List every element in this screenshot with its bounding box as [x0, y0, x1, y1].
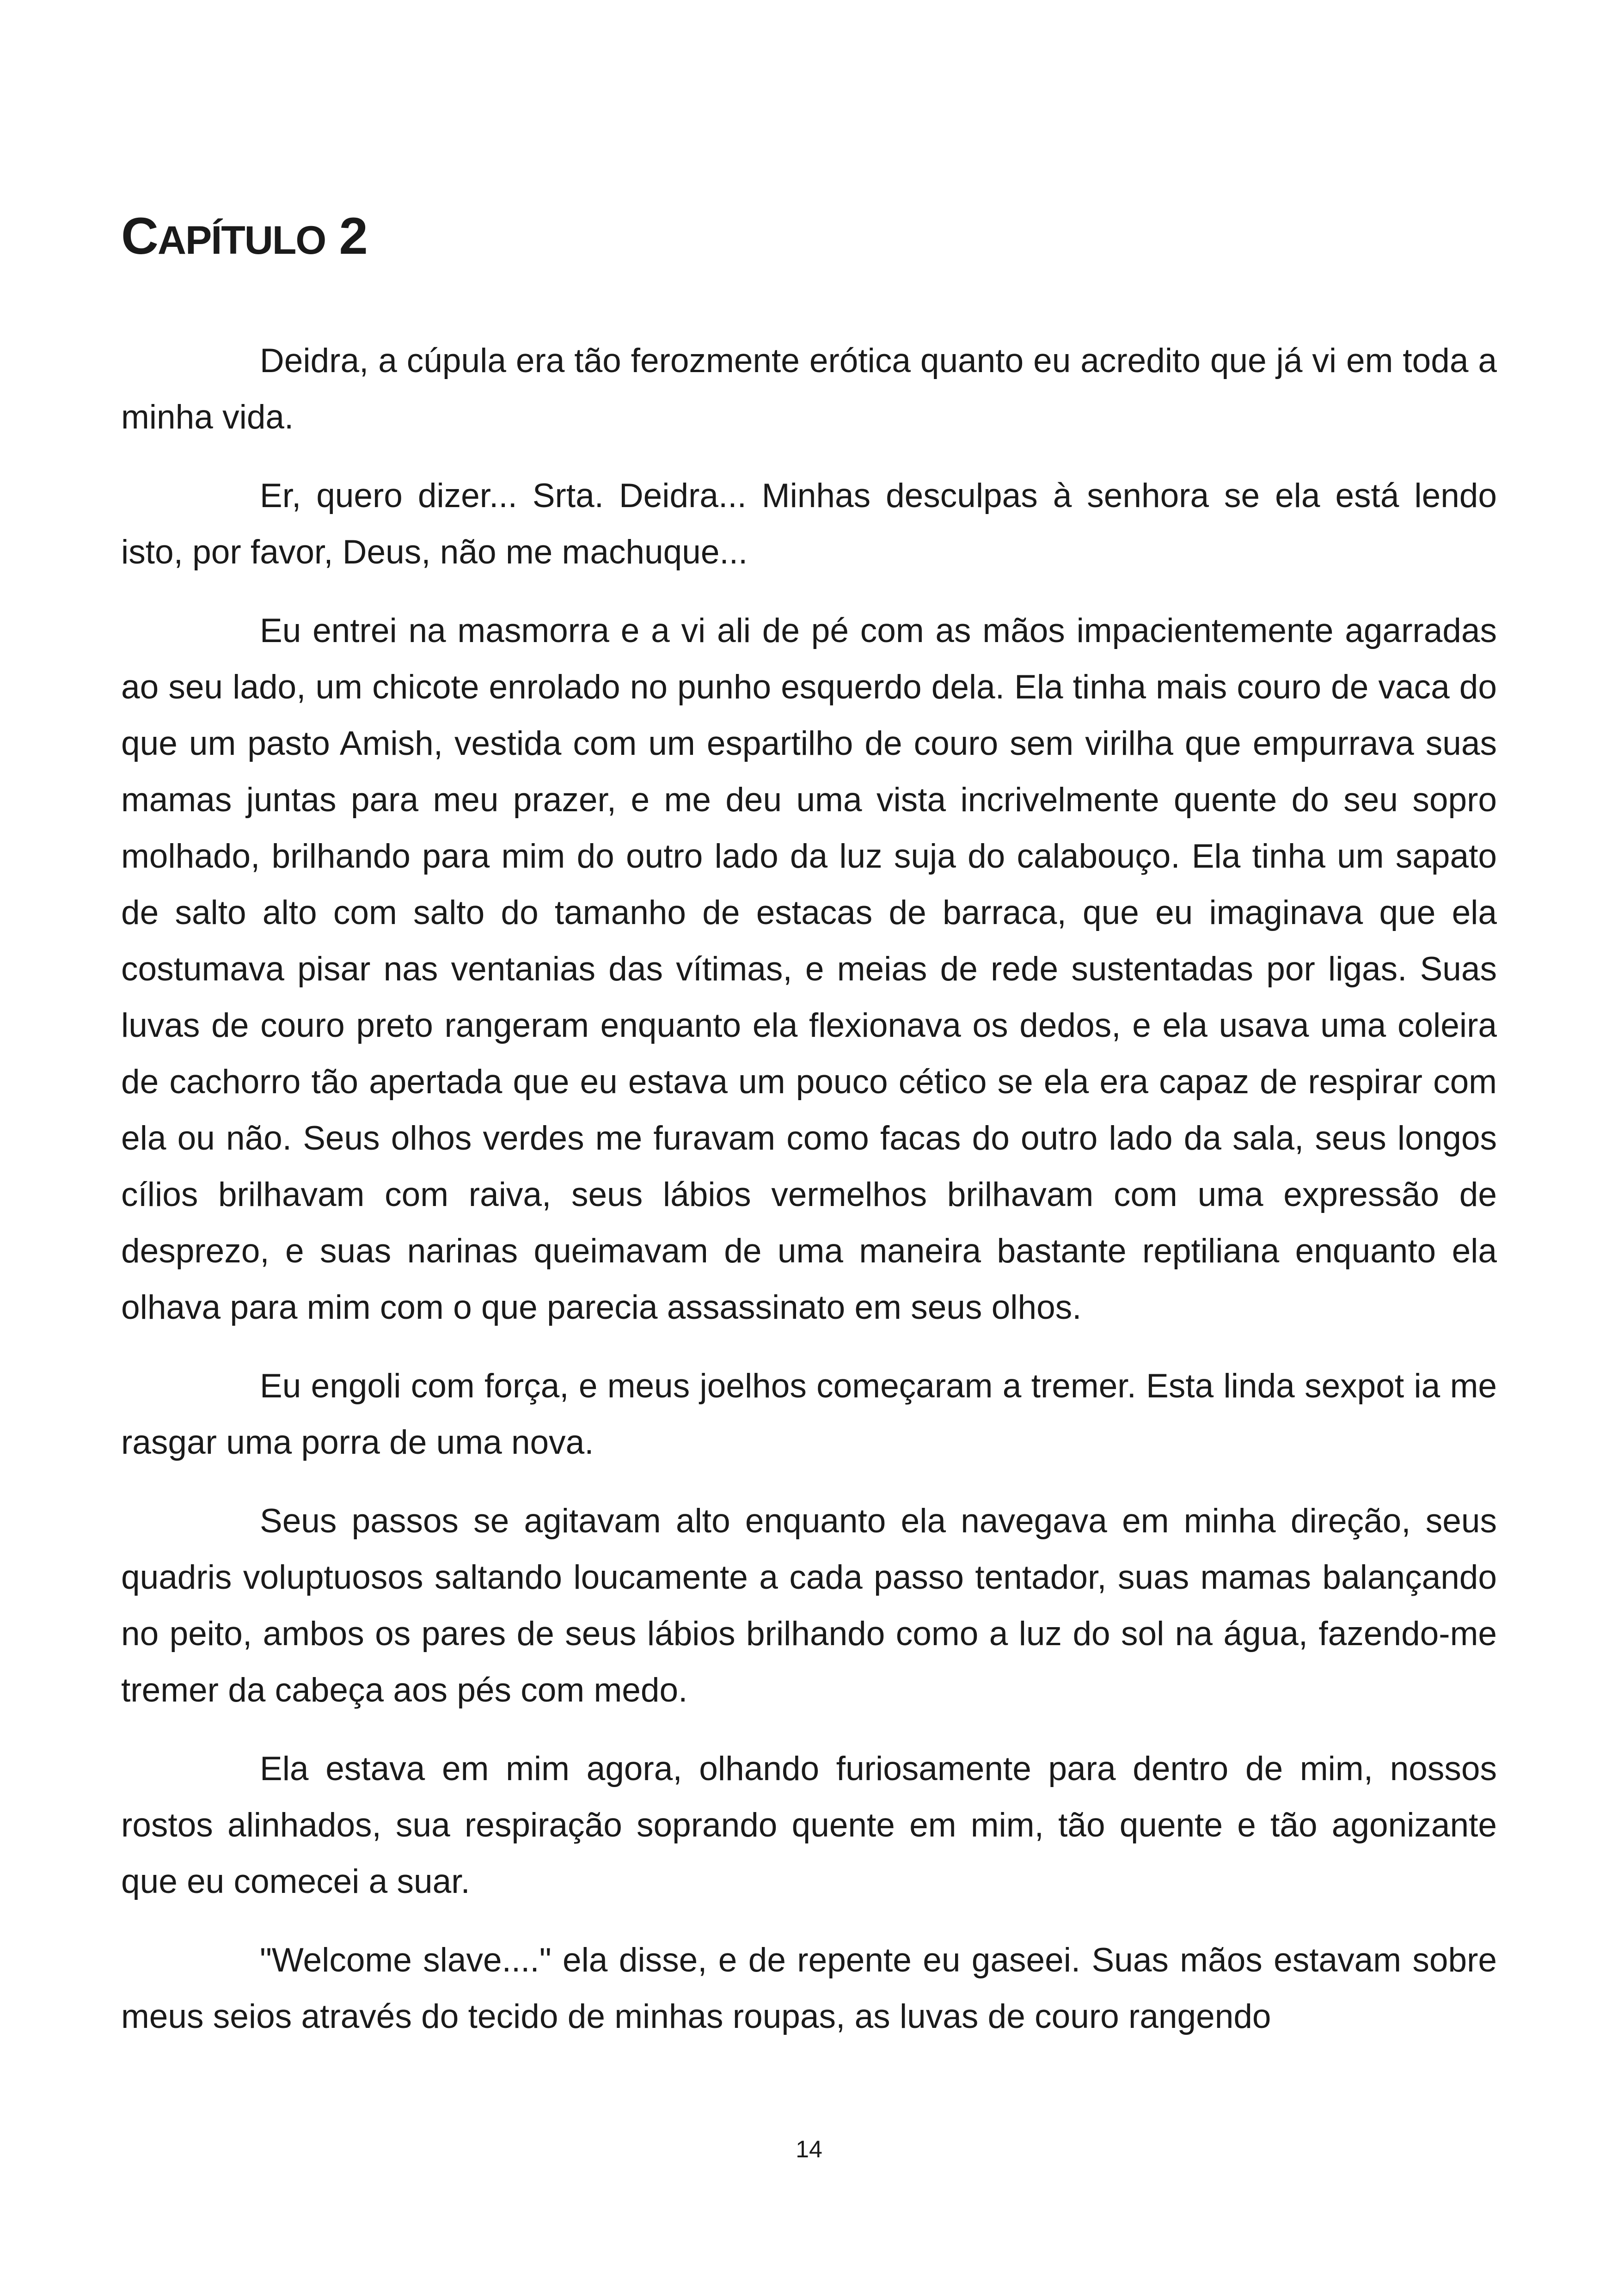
paragraph-1: Deidra, a cúpula era tão ferozmente erótica quanto eu acredito que já vi em toda a minha vida.	[121, 342, 1497, 436]
chapter-title	[121, 207, 367, 265]
paragraph-5: Seus passos se agitavam alto enquanto ela navegava em minha direção, seus quadris voluptuosos saltando loucamente a cada passo tentador, suas mamas balançando no peito, ambos os pares de seus lábios brilhando como a luz do sol na água, fazendo-me tremer da cabeça aos pés com medo.	[121, 1502, 1497, 1709]
chapter-title-word: APÍTULO	[157, 218, 326, 263]
chapter-body	[121, 333, 1497, 2067]
chapter-title-first-letter: C	[121, 207, 158, 265]
paragraph-2: Er, quero dizer... Srta. Deidra... Minhas desculpas à senhora se ela está lendo isto, por favor, Deus, não me machuque...	[121, 477, 1497, 571]
paragraph-6: Ela estava em mim agora, olhando furiosamente para dentro de mim, nossos rostos alinhados, sua respiração soprando quente em mim, tão quente e tão agonizante que eu comecei a suar.	[121, 1750, 1497, 1900]
paragraph-7: "Welcome slave...." ela disse, e de repente eu gaseei. Suas mãos estavam sobre meus seios através do tecido de minhas roupas, as luvas de couro rangendo	[121, 1941, 1497, 2035]
chapter-number: 2	[339, 207, 367, 265]
paragraph-4: Eu engoli com força, e meus joelhos começaram a tremer. Esta linda sexpot ia me rasgar uma porra de uma nova.	[121, 1367, 1497, 1461]
paragraph-3: Eu entrei na masmorra e a vi ali de pé com as mãos impacientemente agarradas ao seu lado, um chicote enrolado no punho esquerdo dela. Ela tinha mais couro de vaca do que um pasto Amish, vestida com um espartilho de couro sem virilha que empurrava suas mamas juntas para meu prazer, e me deu uma vista incrivelmente quente do seu sopro molhado, brilhando para mim do outro lado da luz suja do calabouço. Ela tinha um sapato de salto alto com salto do tamanho de estacas de barraca, que eu imaginava que ela costumava pisar nas ventanias das vítimas, e meias de rede sustentadas por ligas. Suas luvas de couro preto rangeram enquanto ela flexionava os dedos, e ela usava uma coleira de cachorro tão apertada que eu estava um pouco cético se ela era capaz de respirar com ela ou não. Seus olhos verdes me furavam como facas do outro lado da sala, seus longos cílios brilhavam com raiva, seus lábios vermelhos brilhavam com uma expressão de desprezo, e suas narinas queimavam de uma maneira bastante reptiliana enquanto ela olhava para mim com o que parecia assassinato em seus olhos.	[121, 612, 1497, 1326]
page-number: 14	[796, 2136, 822, 2163]
